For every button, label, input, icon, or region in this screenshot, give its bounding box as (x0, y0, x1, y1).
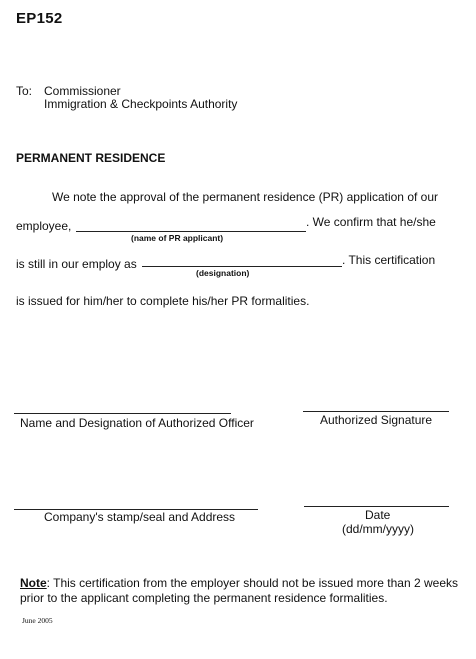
body-line-3-end: . This certification (342, 253, 436, 267)
authorized-signature-label: Authorized Signature (320, 413, 433, 427)
addressee-line-1: Commissioner (44, 84, 121, 98)
designation-field[interactable] (142, 266, 342, 267)
addressee-line-2: Immigration & Checkpoints Authority (44, 97, 238, 111)
officer-name-line[interactable] (14, 413, 231, 414)
date-line[interactable] (304, 506, 449, 507)
applicant-name-hint: (name of PR applicant) (131, 233, 224, 243)
date-label: Date (365, 508, 391, 522)
note-block (20, 576, 460, 606)
body-line-3-start: is still in our employ as (16, 257, 137, 271)
body-line-1: We note the approval of the permanent residence (PR) application of our (52, 190, 439, 204)
revision-date: June 2005 (22, 616, 53, 625)
section-heading: PERMANENT RESIDENCE (16, 151, 166, 165)
addressee-label: To: (16, 84, 33, 98)
authorized-signature-line[interactable] (303, 411, 449, 412)
body-line-4: is issued for him/her to complete his/her PR formalities. (16, 294, 310, 308)
date-format-label: (dd/mm/yyyy) (342, 522, 414, 536)
body-line-2-start: employee, (16, 219, 72, 233)
applicant-name-field[interactable] (76, 231, 306, 232)
form-code: EP152 (16, 10, 63, 27)
note-label: Note (20, 576, 47, 590)
body-line-2-end: . We confirm that he/she (306, 215, 436, 229)
company-stamp-label: Company's stamp/seal and Address (44, 510, 236, 524)
note-text: : This certification from the employer should not be issued more than 2 weeks prior to the applicant completing the permanent residence formalities. (20, 576, 458, 605)
officer-name-label: Name and Designation of Authorized Officer (20, 416, 254, 430)
designation-hint: (designation) (196, 268, 250, 278)
